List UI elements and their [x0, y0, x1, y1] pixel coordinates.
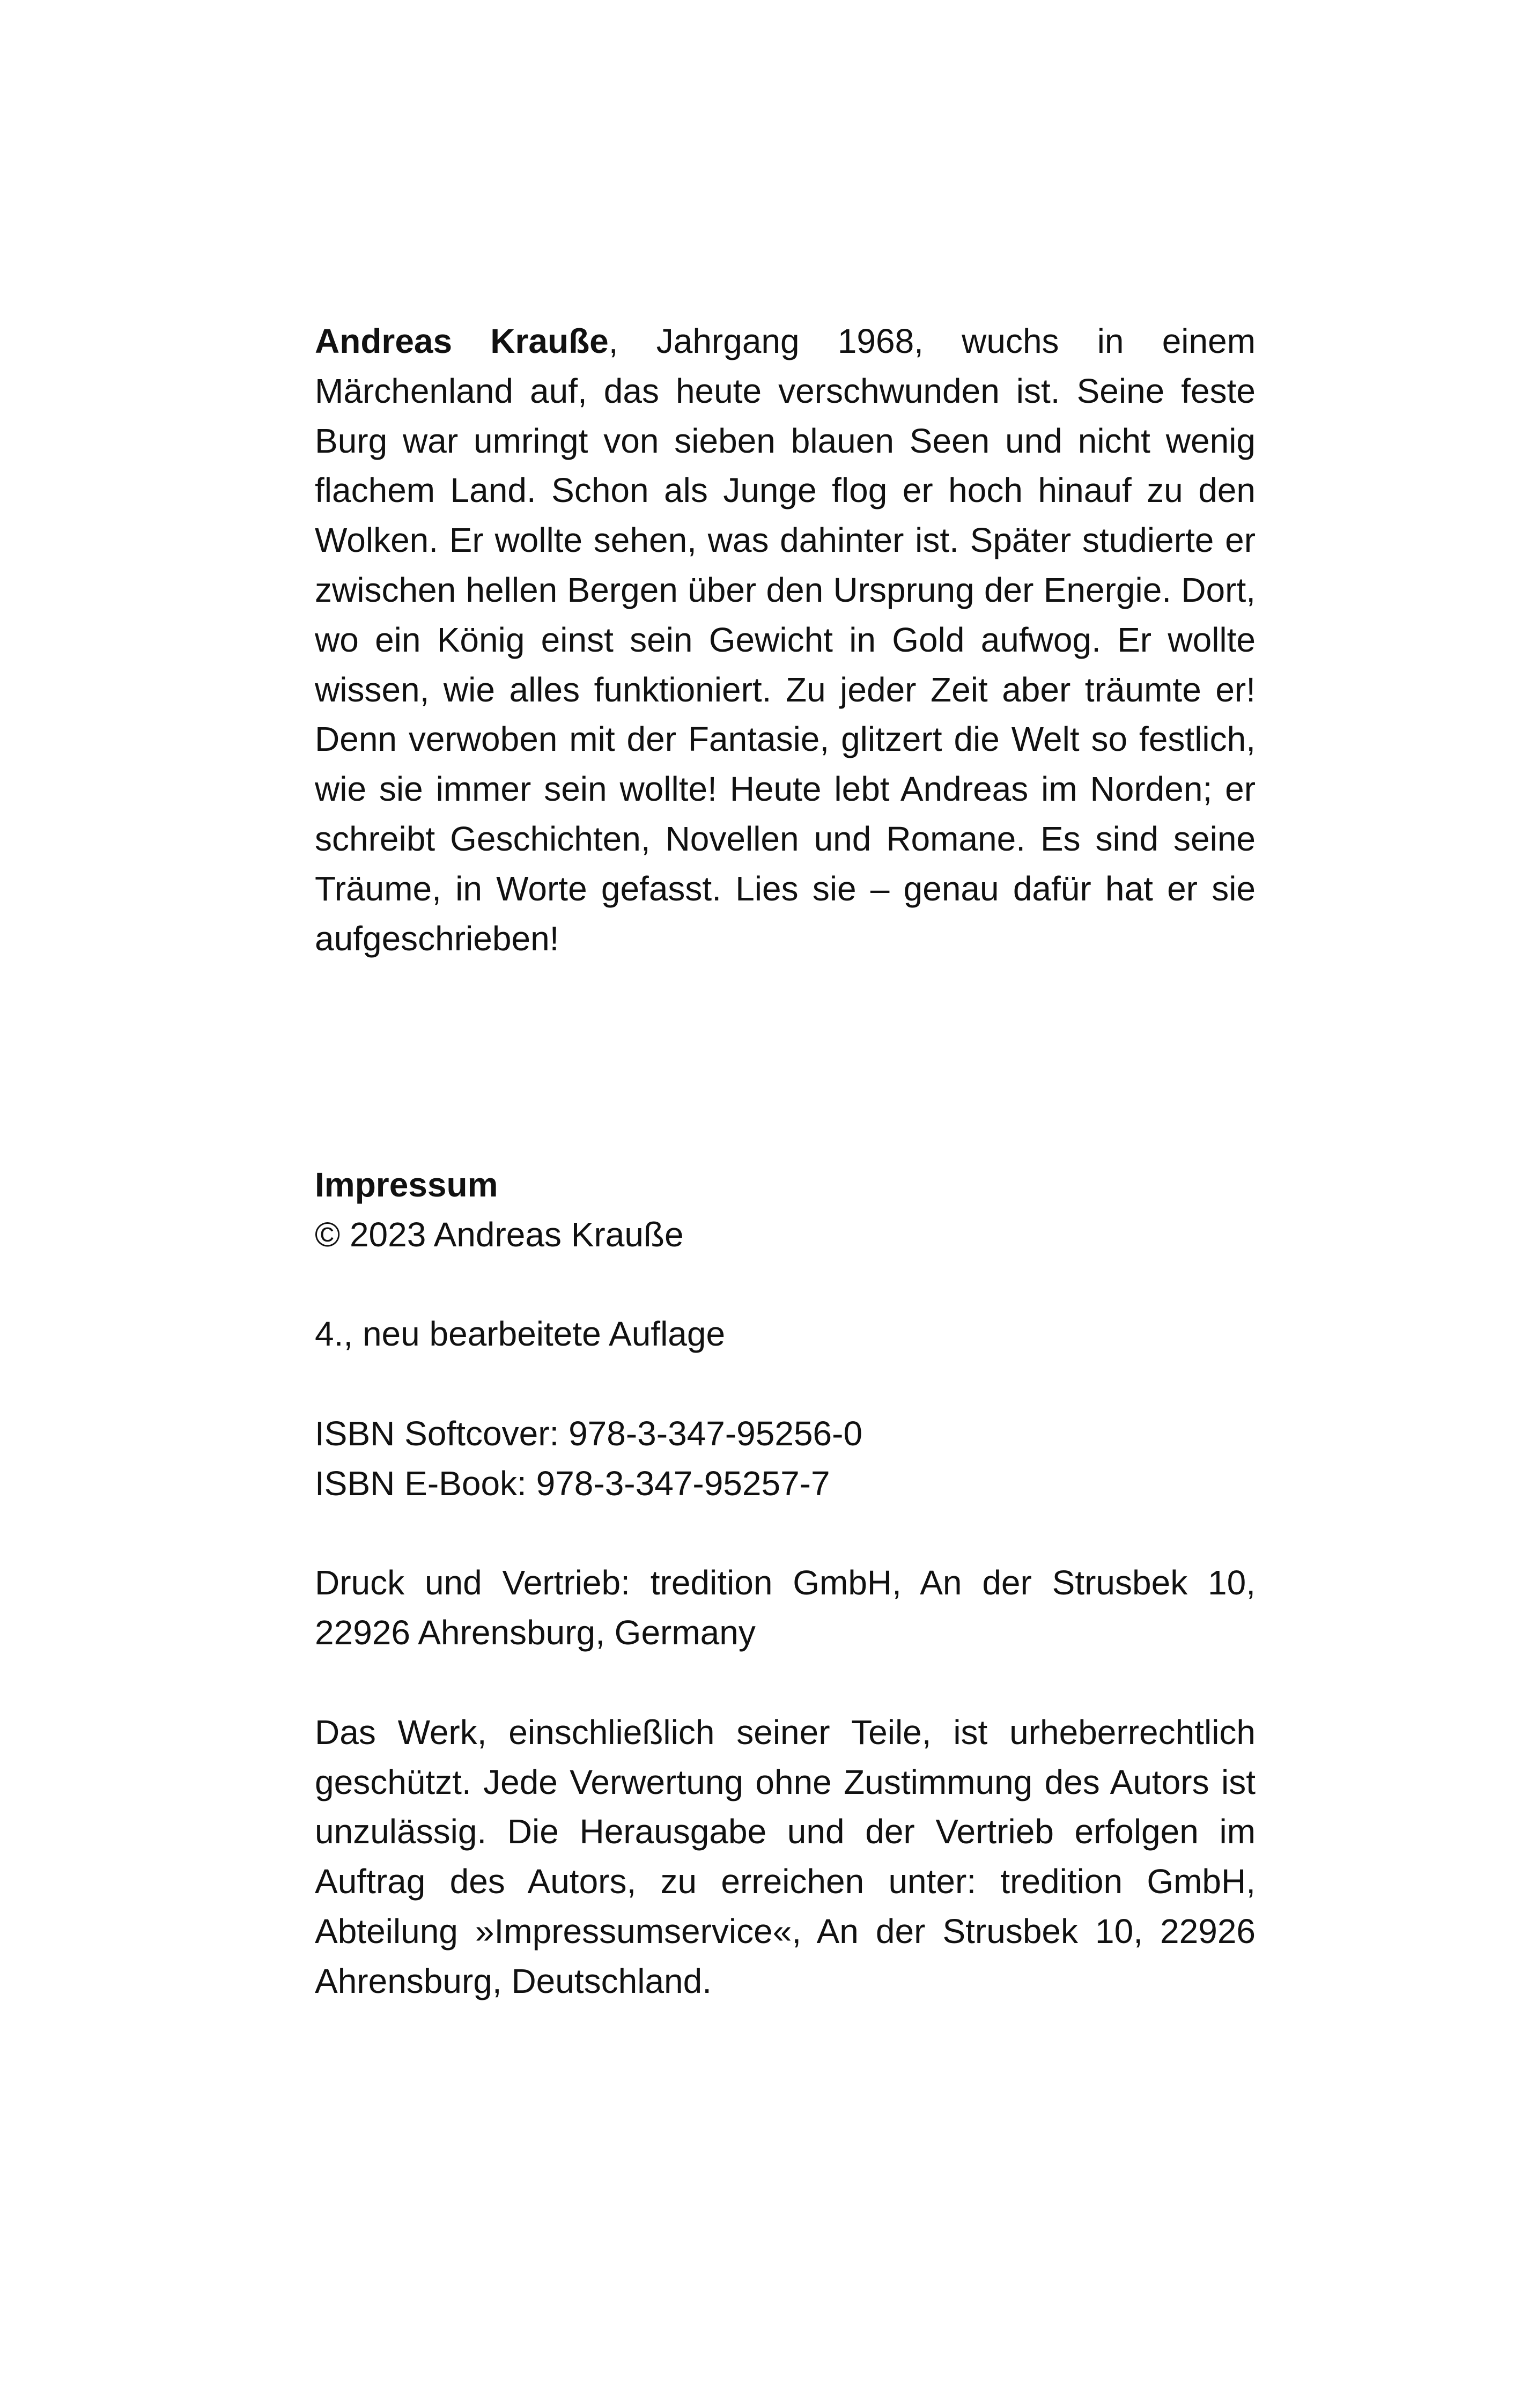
spacer — [315, 1509, 1256, 1558]
author-bio — [315, 316, 1256, 963]
edition-line: 4., neu bearbeitete Auflage — [315, 1314, 726, 1354]
spacer — [315, 1359, 1256, 1409]
isbn-softcover: ISBN Softcover: 978-3-347-95256-0 — [315, 1414, 863, 1453]
imprint-title: Impressum — [315, 1165, 498, 1204]
spacer — [315, 1658, 1256, 1708]
spacer — [315, 1260, 1256, 1310]
copyright-line: © 2023 Andreas Krauße — [315, 1215, 684, 1254]
isbn-ebook: ISBN E-Book: 978-3-347-95257-7 — [315, 1464, 830, 1503]
print-distribution: Druck und Vertrieb: tredition GmbH, An der Strusbek 10, 22926 Ahrensburg, Germany — [315, 1563, 1256, 1652]
legal-notice: Das Werk, einschließlich seiner Teile, ist urheberrechtlich geschützt. Jede Verwertung ohne Zustimmung des Autors ist unzulässig. Die Herausgabe und der Vertrieb erfolgen im Auftrag des Autors, zu erreichen unter: tredition GmbH, Abteilung »Impressumservice«, An der Strusbek 10, 22926 Ahrensburg, Deutschland. — [315, 1712, 1256, 2000]
author-bio-text: , Jahrgang 1968, wuchs in einem Märchenland auf, das heute verschwunden ist. Seine feste Burg war umringt von sieben blauen Seen und nicht wenig flachem Land. Schon als Junge flog er hoch hinauf zu den Wolken. Er wollte sehen, was dahinter ist. Später studierte er zwischen hellen Bergen über den Ursprung der Energie. Dort, wo ein König einst sein Gewicht in Gold aufwog. Er wollte wissen, wie alles funktioniert. Zu jeder Zeit aber träumte er! Denn verwoben mit der Fantasie, glitzert die Welt so festlich, wie sie immer sein wollte! Heute lebt Andreas im Norden; er schreibt Geschichten, Novellen und Romane. Es sind seine Träume, in Worte gefasst. Lies sie – genau dafür hat er sie aufgeschrieben! — [315, 322, 1256, 958]
author-name: Andreas Krauße — [315, 322, 609, 360]
imprint-section — [315, 1160, 1256, 2006]
